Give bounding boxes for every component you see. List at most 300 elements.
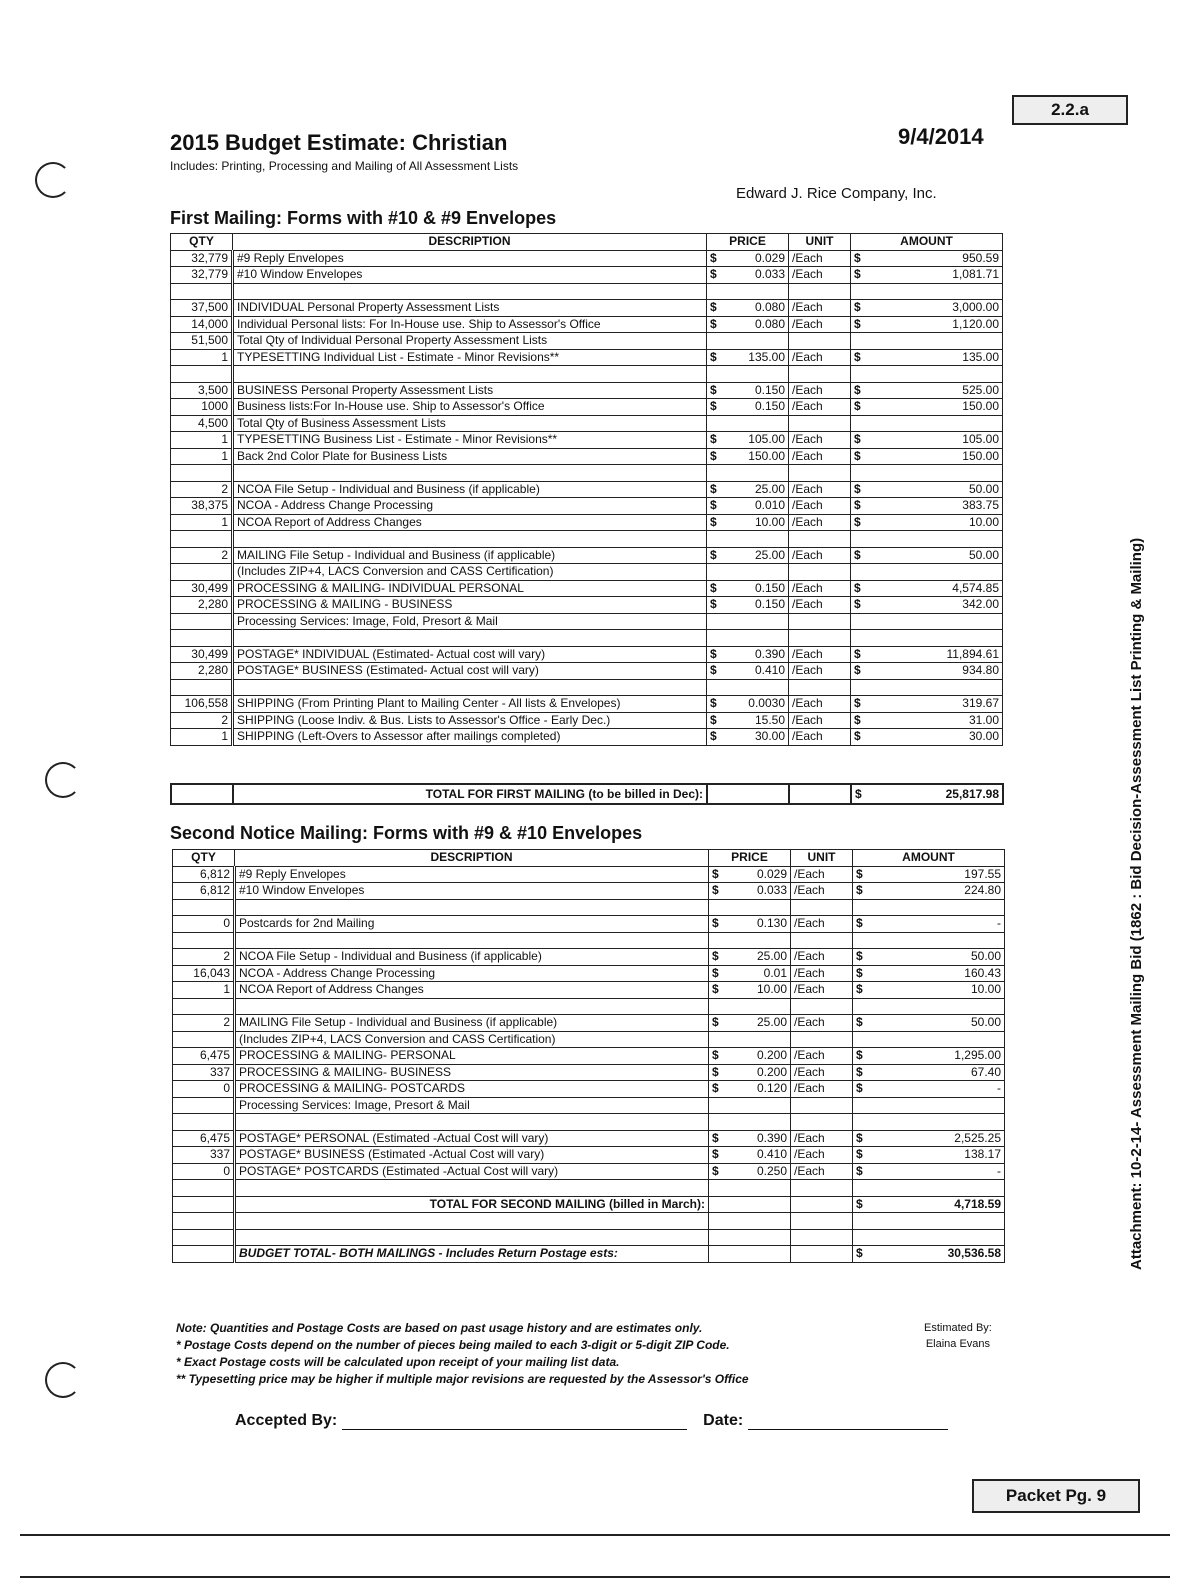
price-cell (709, 1163, 791, 1180)
unit-cell: /Each (791, 1163, 853, 1180)
table-row (171, 498, 1003, 515)
amount-cell (851, 531, 1003, 548)
notes-block (176, 1320, 749, 1388)
price-currency: $ (712, 866, 719, 881)
amount-currency: $ (856, 965, 863, 980)
price-cell (707, 250, 789, 267)
qty-cell: 106,558 (171, 696, 233, 713)
table-row (173, 1031, 1005, 1048)
amount-cell (853, 949, 1005, 966)
description-cell: PROCESSING & MAILING- POSTCARDS (235, 1081, 709, 1098)
description-cell: POSTAGE* BUSINESS (Estimated- Actual cost will vary) (233, 663, 707, 680)
first-total-box (170, 783, 1004, 805)
price-currency: $ (710, 267, 717, 282)
amount-currency: $ (854, 382, 861, 397)
description-cell: Postcards for 2nd Mailing (235, 916, 709, 933)
description-cell: NCOA - Address Change Processing (233, 498, 707, 515)
amount-header: AMOUNT (851, 234, 1003, 251)
description-cell (235, 998, 709, 1015)
amount-value: 383.75 (962, 498, 999, 513)
table-row (171, 597, 1003, 614)
price-currency: $ (710, 663, 717, 678)
unit-cell: /Each (791, 916, 853, 933)
amount-cell (853, 982, 1005, 999)
unit-cell: /Each (789, 316, 851, 333)
description-cell: MAILING File Setup - Individual and Business (if applicable) (233, 547, 707, 564)
amount-value: 1,120.00 (952, 316, 999, 331)
table-row (171, 382, 1003, 399)
table-row (171, 349, 1003, 366)
price-value: 0.033 (756, 883, 787, 898)
amount-cell (851, 300, 1003, 317)
amount-cell (853, 1097, 1005, 1114)
price-value: 25.00 (756, 949, 787, 964)
unit-cell (789, 415, 851, 432)
unit-cell: /Each (791, 1015, 853, 1032)
amount-cell (851, 267, 1003, 284)
budget-total-row (173, 1246, 1005, 1263)
description-cell (233, 679, 707, 696)
table-row (171, 613, 1003, 630)
qty-cell: 1 (171, 349, 233, 366)
table-row (171, 432, 1003, 449)
amount-cell (851, 366, 1003, 383)
price-currency: $ (712, 1163, 719, 1178)
amount-cell (853, 1015, 1005, 1032)
description-cell: PROCESSING & MAILING- BUSINESS (235, 1064, 709, 1081)
amount-cell (851, 415, 1003, 432)
unit-cell: /Each (789, 514, 851, 531)
price-cell (707, 646, 789, 663)
description-cell: NCOA - Address Change Processing (235, 965, 709, 982)
table-row (171, 316, 1003, 333)
amount-currency: $ (854, 498, 861, 513)
description-cell: PROCESSING & MAILING - BUSINESS (233, 597, 707, 614)
budget-total-amount: 30,536.58 (947, 1246, 1001, 1261)
price-cell (709, 1114, 791, 1131)
description-cell: PROCESSING & MAILING- PERSONAL (235, 1048, 709, 1065)
unit-header: UNIT (789, 234, 851, 251)
unit-cell: /Each (791, 1064, 853, 1081)
price-value: 0.150 (754, 382, 785, 397)
amount-value: 224.80 (964, 883, 1001, 898)
amount-currency: $ (854, 250, 861, 265)
price-cell (709, 998, 791, 1015)
qty-cell: 37,500 (171, 300, 233, 317)
footer-rule (20, 1576, 1170, 1578)
amount-currency: $ (856, 1163, 863, 1178)
price-currency: $ (710, 481, 717, 496)
description-cell (235, 899, 709, 916)
amount-value: - (997, 1081, 1001, 1096)
qty-cell: 1000 (171, 399, 233, 416)
table-row (173, 949, 1005, 966)
table-row (173, 1097, 1005, 1114)
price-value: 0.200 (756, 1048, 787, 1063)
price-cell (707, 630, 789, 647)
price-cell (707, 415, 789, 432)
amount-cell (851, 448, 1003, 465)
unit-cell (789, 283, 851, 300)
amount-currency: $ (854, 432, 861, 447)
price-value: 0.01 (763, 965, 787, 980)
unit-cell: /Each (789, 597, 851, 614)
price-value: 0.029 (754, 250, 785, 265)
description-cell: (Includes ZIP+4, LACS Conversion and CASS Certification) (233, 564, 707, 581)
table-row (171, 646, 1003, 663)
unit-cell (791, 1097, 853, 1114)
unit-cell: /Each (789, 547, 851, 564)
budget-total-currency: $ (856, 1246, 863, 1261)
amount-value: 150.00 (962, 399, 999, 414)
price-currency: $ (710, 696, 717, 711)
acceptance-line (235, 1412, 948, 1430)
qty-cell: 2 (171, 547, 233, 564)
table-row (171, 679, 1003, 696)
unit-cell (791, 1031, 853, 1048)
description-cell: NCOA Report of Address Changes (235, 982, 709, 999)
unit-header: UNIT (791, 850, 853, 867)
amount-currency: $ (854, 646, 861, 661)
amount-cell (851, 646, 1003, 663)
table-row (171, 250, 1003, 267)
amount-cell (853, 1130, 1005, 1147)
price-cell (709, 1097, 791, 1114)
price-cell (709, 965, 791, 982)
amount-currency: $ (856, 1081, 863, 1096)
amount-value: 197.55 (964, 866, 1001, 881)
second-total-amount: 4,718.59 (954, 1196, 1001, 1211)
first-total-label: TOTAL FOR FIRST MAILING (to be billed in Dec): (233, 784, 707, 804)
amount-value: 67.40 (970, 1064, 1001, 1079)
amount-currency: $ (854, 663, 861, 678)
amount-value: 50.00 (970, 1015, 1001, 1030)
description-cell: POSTAGE* PERSONAL (Estimated -Actual Cost will vary) (235, 1130, 709, 1147)
price-cell (707, 580, 789, 597)
unit-cell (791, 932, 853, 949)
unit-cell (791, 1114, 853, 1131)
unit-cell (789, 531, 851, 548)
price-cell (707, 399, 789, 416)
table-row (173, 932, 1005, 949)
description-cell: NCOA File Setup - Individual and Business (if applicable) (233, 481, 707, 498)
amount-value: 342.00 (962, 597, 999, 612)
price-currency: $ (712, 916, 719, 931)
table-row (171, 663, 1003, 680)
amount-currency: $ (854, 349, 861, 364)
table-row (171, 399, 1003, 416)
qty-cell: 1 (171, 432, 233, 449)
price-value: 0.150 (754, 399, 785, 414)
price-cell (707, 514, 789, 531)
amount-cell (853, 965, 1005, 982)
price-cell (707, 729, 789, 746)
budget-total-label: BUDGET TOTAL- BOTH MAILINGS - Includes Return Postage ests: (235, 1246, 709, 1263)
qty-cell: 16,043 (173, 965, 235, 982)
price-cell (707, 349, 789, 366)
accepted-by-label: Accepted By: (235, 1412, 338, 1429)
amount-cell (851, 333, 1003, 350)
amount-value: - (997, 1163, 1001, 1178)
description-cell: NCOA File Setup - Individual and Business (if applicable) (235, 949, 709, 966)
description-cell: Back 2nd Color Plate for Business Lists (233, 448, 707, 465)
unit-cell (789, 613, 851, 630)
amount-cell (853, 1180, 1005, 1197)
description-cell: TYPESETTING Business List - Estimate - Minor Revisions** (233, 432, 707, 449)
amount-currency: $ (854, 580, 861, 595)
amount-value: 1,081.71 (952, 267, 999, 282)
price-cell (707, 333, 789, 350)
amount-value: 50.00 (968, 481, 999, 496)
table-row (173, 1015, 1005, 1032)
amount-cell (851, 663, 1003, 680)
amount-currency: $ (856, 1147, 863, 1162)
note-line: ** Typesetting price may be higher if multiple major revisions are requested by the Assessor's Office (176, 1372, 749, 1386)
price-cell (707, 366, 789, 383)
amount-currency: $ (854, 547, 861, 562)
price-currency: $ (712, 949, 719, 964)
second-total-label: TOTAL FOR SECOND MAILING (billed in March): (235, 1196, 709, 1213)
price-currency: $ (710, 382, 717, 397)
unit-cell (789, 679, 851, 696)
unit-cell: /Each (789, 250, 851, 267)
first-total-currency: $ (855, 787, 862, 801)
price-currency: $ (712, 1048, 719, 1063)
description-cell: (Includes ZIP+4, LACS Conversion and CASS Certification) (235, 1031, 709, 1048)
amount-cell (851, 580, 1003, 597)
amount-header: AMOUNT (853, 850, 1005, 867)
amount-cell (851, 250, 1003, 267)
amount-cell (853, 1147, 1005, 1164)
amount-cell (851, 283, 1003, 300)
price-value: 30.00 (754, 729, 785, 744)
qty-cell (171, 283, 233, 300)
price-value: 15.50 (754, 712, 785, 727)
accepted-by-signature-line[interactable] (342, 1415, 687, 1430)
company-name: Edward J. Rice Company, Inc. (736, 185, 937, 202)
table-row (173, 998, 1005, 1015)
price-cell (707, 597, 789, 614)
price-value: 0.010 (754, 498, 785, 513)
unit-cell (791, 998, 853, 1015)
amount-cell (853, 1031, 1005, 1048)
amount-currency: $ (854, 597, 861, 612)
description-cell: #9 Reply Envelopes (235, 866, 709, 883)
price-value: 10.00 (754, 514, 785, 529)
unit-cell: /Each (789, 646, 851, 663)
qty-cell (173, 1114, 235, 1131)
price-cell (709, 1130, 791, 1147)
price-value: 135.00 (748, 349, 785, 364)
attachment-badge: 2.2.a (1012, 95, 1128, 125)
amount-value: 10.00 (970, 982, 1001, 997)
amount-currency: $ (854, 481, 861, 496)
table-row (173, 1147, 1005, 1164)
qty-cell: 51,500 (171, 333, 233, 350)
qty-cell (173, 1031, 235, 1048)
qty-cell: 6,812 (173, 866, 235, 883)
qty-cell: 1 (173, 982, 235, 999)
price-currency: $ (710, 729, 717, 744)
unit-cell: /Each (789, 448, 851, 465)
amount-cell (853, 883, 1005, 900)
unit-cell: /Each (791, 1081, 853, 1098)
price-cell (709, 982, 791, 999)
price-value: 0.033 (754, 267, 785, 282)
description-cell: Total Qty of Business Assessment Lists (233, 415, 707, 432)
note-line: * Postage Costs depend on the number of pieces being mailed to each 3-digit or 5-digit ZIP Code. (176, 1338, 730, 1352)
table-row (171, 448, 1003, 465)
qty-cell: 6,475 (173, 1130, 235, 1147)
amount-currency: $ (854, 399, 861, 414)
table-header-row (173, 850, 1005, 867)
description-cell: SHIPPING (Loose Indiv. & Bus. Lists to Assessor's Office - Early Dec.) (233, 712, 707, 729)
price-cell (707, 465, 789, 482)
second-total-currency: $ (856, 1196, 863, 1211)
price-currency: $ (712, 1130, 719, 1145)
unit-cell: /Each (791, 1048, 853, 1065)
amount-currency: $ (854, 300, 861, 315)
qty-cell (173, 1180, 235, 1197)
table-row (173, 1048, 1005, 1065)
table-row (173, 916, 1005, 933)
price-cell (707, 448, 789, 465)
price-currency: $ (710, 432, 717, 447)
unit-cell (789, 366, 851, 383)
amount-currency: $ (854, 316, 861, 331)
table-row (171, 712, 1003, 729)
qty-cell: 2,280 (171, 663, 233, 680)
amount-cell (853, 998, 1005, 1015)
date-signature-line[interactable] (748, 1415, 948, 1430)
amount-value: 11,894.61 (946, 646, 999, 661)
estimated-by (924, 1320, 992, 1352)
qty-cell (171, 531, 233, 548)
first-total-row (171, 784, 1003, 804)
description-cell (233, 630, 707, 647)
amount-cell (851, 613, 1003, 630)
qty-cell: 4,500 (171, 415, 233, 432)
amount-currency: $ (856, 866, 863, 881)
table-row (173, 1213, 1005, 1230)
price-currency: $ (710, 349, 717, 364)
price-cell (709, 883, 791, 900)
unit-cell: /Each (789, 399, 851, 416)
price-currency: $ (712, 965, 719, 980)
first-total-amount: 25,817.98 (945, 787, 999, 801)
second-mailing-table (172, 849, 1005, 1263)
amount-cell (851, 316, 1003, 333)
unit-cell: /Each (791, 1147, 853, 1164)
amount-currency: $ (856, 883, 863, 898)
table-row (171, 300, 1003, 317)
amount-currency: $ (856, 1015, 863, 1030)
price-currency: $ (712, 982, 719, 997)
qty-cell: 1 (171, 729, 233, 746)
unit-cell (791, 899, 853, 916)
first-mailing-heading: First Mailing: Forms with #10 & #9 Envelopes (170, 208, 557, 228)
qty-cell: 3,500 (171, 382, 233, 399)
price-header: PRICE (707, 234, 789, 251)
table-row (173, 965, 1005, 982)
description-cell (235, 932, 709, 949)
qty-cell (173, 899, 235, 916)
qty-cell: 14,000 (171, 316, 233, 333)
amount-currency: $ (856, 916, 863, 931)
price-cell (709, 932, 791, 949)
unit-cell: /Each (791, 949, 853, 966)
price-cell (709, 949, 791, 966)
price-value: 0.410 (754, 663, 785, 678)
description-cell: BUSINESS Personal Property Assessment Lists (233, 382, 707, 399)
price-value: 10.00 (756, 982, 787, 997)
price-value: 0.130 (756, 916, 787, 931)
table-row (171, 630, 1003, 647)
table-row (171, 267, 1003, 284)
amount-value: 1,295.00 (954, 1048, 1001, 1063)
price-cell (709, 899, 791, 916)
description-cell (233, 465, 707, 482)
unit-cell: /Each (789, 712, 851, 729)
table-row (173, 1064, 1005, 1081)
amount-value: 31.00 (968, 712, 999, 727)
price-value: 105.00 (748, 432, 785, 447)
price-currency: $ (710, 547, 717, 562)
qty-cell (173, 1097, 235, 1114)
price-cell (707, 382, 789, 399)
unit-cell: /Each (789, 481, 851, 498)
unit-cell: /Each (789, 382, 851, 399)
unit-cell: /Each (789, 498, 851, 515)
price-cell (707, 547, 789, 564)
price-cell (707, 663, 789, 680)
price-currency: $ (712, 1147, 719, 1162)
table-row (171, 366, 1003, 383)
price-value: 0.410 (756, 1147, 787, 1162)
table-row (171, 564, 1003, 581)
amount-value: 525.00 (962, 382, 999, 397)
price-currency: $ (710, 498, 717, 513)
amount-cell (853, 932, 1005, 949)
amount-cell (851, 498, 1003, 515)
description-cell (233, 366, 707, 383)
qty-cell: 337 (173, 1064, 235, 1081)
unit-cell: /Each (789, 696, 851, 713)
amount-cell (853, 1064, 1005, 1081)
qty-cell: 2 (173, 1015, 235, 1032)
amount-currency: $ (854, 514, 861, 529)
price-currency: $ (712, 883, 719, 898)
price-value: 0.080 (754, 300, 785, 315)
amount-currency: $ (854, 448, 861, 463)
table-row (173, 899, 1005, 916)
amount-cell (853, 916, 1005, 933)
unit-cell (789, 465, 851, 482)
price-cell (707, 481, 789, 498)
amount-cell (851, 597, 1003, 614)
unit-cell (789, 333, 851, 350)
amount-value: 160.43 (964, 965, 1001, 980)
price-currency: $ (710, 580, 717, 595)
unit-cell: /Each (791, 965, 853, 982)
amount-cell (851, 712, 1003, 729)
table-row (171, 283, 1003, 300)
table-row (173, 1130, 1005, 1147)
unit-cell: /Each (791, 1130, 853, 1147)
description-cell: PROCESSING & MAILING- INDIVIDUAL PERSONAL (233, 580, 707, 597)
estimated-by-label: Estimated By: (924, 1322, 992, 1334)
amount-cell (853, 1114, 1005, 1131)
